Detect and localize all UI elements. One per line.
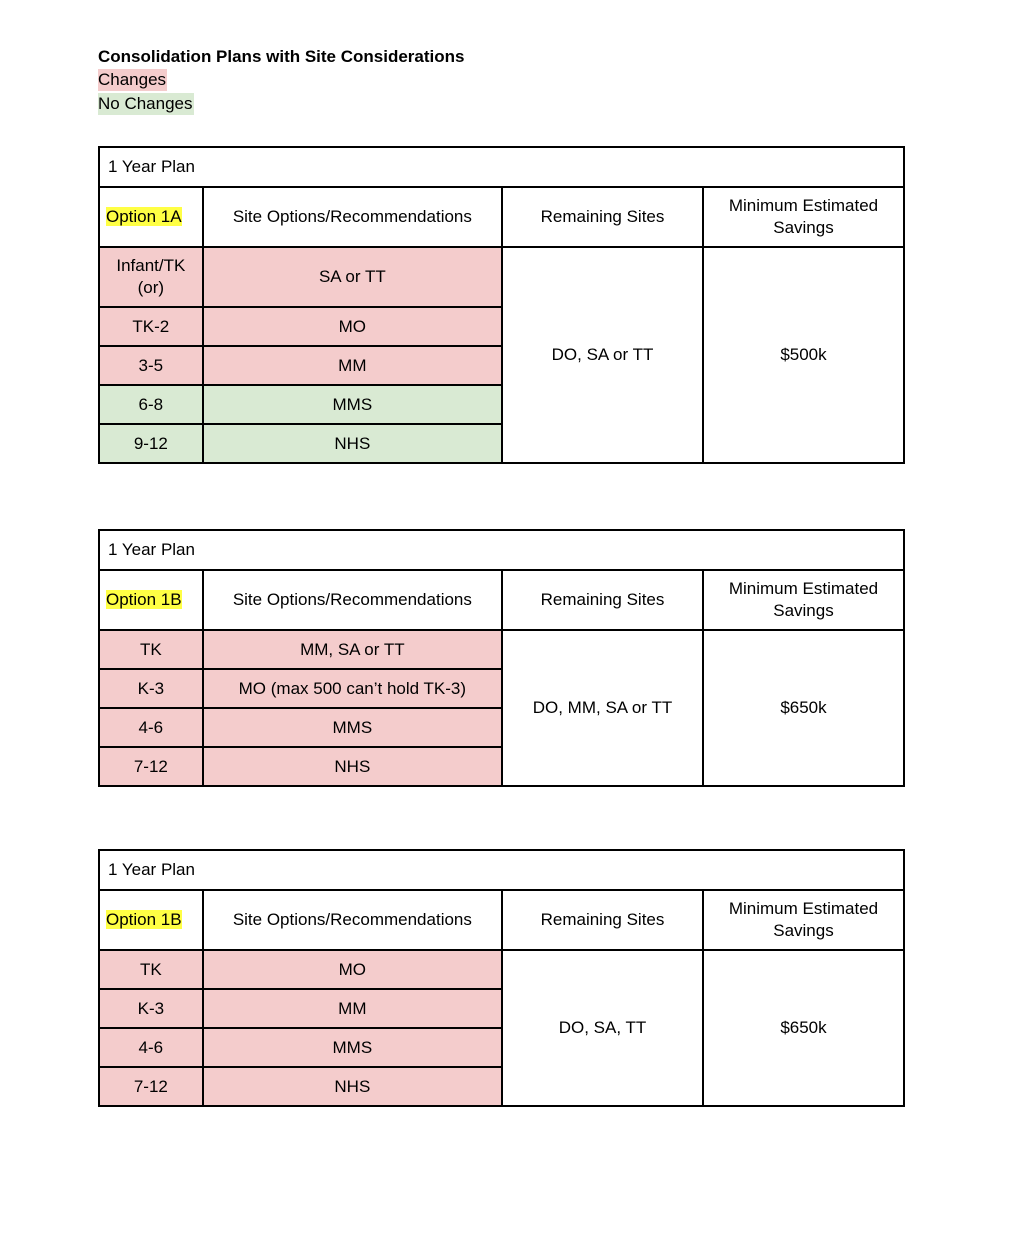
savings-cell: $650k [703, 950, 904, 1106]
legend [98, 68, 906, 116]
site-cell: MM [203, 346, 502, 385]
site-cell: MMS [203, 708, 502, 747]
option-label: Option 1B [99, 890, 203, 950]
table-row [99, 630, 904, 669]
plan-table-option-1b-alt [98, 849, 905, 1107]
header-remaining-sites: Remaining Sites [502, 570, 703, 630]
grade-cell: TK [99, 950, 203, 989]
header-site-options: Site Options/Recommendations [203, 890, 502, 950]
legend-changes: Changes [98, 70, 167, 89]
header-savings: Minimum Estimated Savings [703, 187, 904, 247]
plan-title: 1 Year Plan [99, 530, 904, 570]
legend-no-changes: No Changes [98, 94, 193, 113]
grade-cell: 7-12 [99, 1067, 203, 1106]
table-row [99, 950, 904, 989]
grade-cell: K-3 [99, 669, 203, 708]
grade-cell: 6-8 [99, 385, 203, 424]
site-cell: NHS [203, 1067, 502, 1106]
option-label: Option 1A [99, 187, 203, 247]
plan-title: 1 Year Plan [99, 850, 904, 890]
grade-cell: K-3 [99, 989, 203, 1028]
site-cell: MMS [203, 385, 502, 424]
site-cell: MM, SA or TT [203, 630, 502, 669]
savings-cell: $500k [703, 247, 904, 463]
remaining-sites-cell: DO, MM, SA or TT [502, 630, 703, 786]
header-site-options: Site Options/Recommendations [203, 570, 502, 630]
grade-cell: 4-6 [99, 1028, 203, 1067]
header-remaining-sites: Remaining Sites [502, 187, 703, 247]
remaining-sites-cell: DO, SA or TT [502, 247, 703, 463]
header-savings: Minimum Estimated Savings [703, 570, 904, 630]
site-cell: MO (max 500 can’t hold TK-3) [203, 669, 502, 708]
grade-cell: 4-6 [99, 708, 203, 747]
option-label: Option 1B [99, 570, 203, 630]
grade-cell: TK [99, 630, 203, 669]
site-cell: MO [203, 950, 502, 989]
plan-table-option-1b [98, 529, 905, 787]
site-cell: SA or TT [203, 247, 502, 307]
plan-table-option-1a [98, 146, 905, 464]
grade-cell: Infant/TK (or) [99, 247, 203, 307]
remaining-sites-cell: DO, SA, TT [502, 950, 703, 1106]
table-row [99, 247, 904, 307]
grade-cell: TK-2 [99, 307, 203, 346]
site-cell: NHS [203, 747, 502, 786]
site-cell: MO [203, 307, 502, 346]
grade-cell: 7-12 [99, 747, 203, 786]
site-cell: MM [203, 989, 502, 1028]
document [98, 46, 906, 1096]
document-title: Consolidation Plans with Site Considerations [98, 47, 465, 66]
savings-cell: $650k [703, 630, 904, 786]
header-savings: Minimum Estimated Savings [703, 890, 904, 950]
header-remaining-sites: Remaining Sites [502, 890, 703, 950]
grade-cell: 9-12 [99, 424, 203, 463]
site-cell: MMS [203, 1028, 502, 1067]
grade-cell: 3-5 [99, 346, 203, 385]
header-site-options: Site Options/Recommendations [203, 187, 502, 247]
plan-title: 1 Year Plan [99, 147, 904, 187]
site-cell: NHS [203, 424, 502, 463]
